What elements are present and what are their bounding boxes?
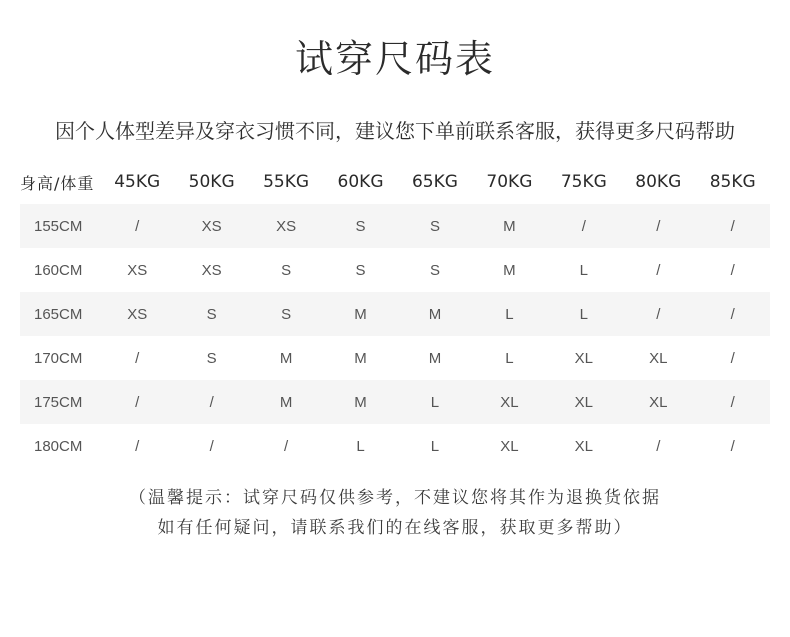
size-cell: S bbox=[429, 261, 440, 279]
weight-header: 75KG bbox=[560, 172, 607, 192]
weight-header: 45KG bbox=[114, 172, 161, 192]
table-header-row bbox=[20, 160, 770, 204]
size-cell: S bbox=[281, 261, 292, 279]
size-cell: / bbox=[730, 261, 735, 279]
size-cell: M bbox=[354, 305, 367, 323]
weight-header: 55KG bbox=[263, 172, 310, 192]
tip-note-line-2: 如有任何疑问，请联系我们的在线客服，获取更多帮助） bbox=[157, 518, 633, 538]
size-cell: M bbox=[503, 217, 516, 235]
size-cell: S bbox=[206, 349, 217, 367]
size-cell: / bbox=[209, 437, 214, 455]
table-row bbox=[20, 380, 770, 424]
size-cell: / bbox=[284, 437, 289, 455]
size-cell: S bbox=[281, 305, 292, 323]
size-cell: / bbox=[656, 261, 661, 279]
size-cell: S bbox=[355, 261, 366, 279]
table-row bbox=[20, 204, 770, 248]
size-cell: XS bbox=[276, 217, 297, 235]
size-cell: / bbox=[135, 437, 140, 455]
size-cell: XL bbox=[649, 393, 668, 411]
size-cell: / bbox=[730, 349, 735, 367]
size-cell: L bbox=[356, 437, 365, 455]
height-label: 160CM bbox=[34, 261, 83, 279]
size-cell: XS bbox=[201, 261, 222, 279]
tip-note-line-1: （温馨提示：试穿尺码仅供参考，不建议您将其作为退换货依据 bbox=[129, 488, 661, 508]
table-row bbox=[20, 424, 770, 468]
page-title: 试穿尺码表 bbox=[294, 37, 495, 81]
size-cell: M bbox=[428, 305, 442, 323]
size-cell: L bbox=[430, 437, 440, 455]
size-cell: / bbox=[656, 217, 661, 235]
size-cell: / bbox=[730, 437, 735, 455]
size-cell: XL bbox=[574, 349, 594, 367]
table-row bbox=[20, 336, 770, 380]
size-cell: / bbox=[730, 305, 735, 323]
size-cell: / bbox=[730, 217, 735, 235]
size-cell: L bbox=[579, 305, 589, 323]
height-label: 170CM bbox=[34, 349, 83, 367]
height-label: 175CM bbox=[34, 393, 83, 411]
weight-header: 65KG bbox=[411, 172, 458, 192]
size-cell: L bbox=[505, 305, 514, 323]
size-cell: XS bbox=[201, 217, 222, 235]
size-cell: / bbox=[135, 393, 140, 411]
weight-header: 80KG bbox=[635, 172, 682, 192]
size-cell: XS bbox=[127, 261, 148, 279]
size-cell: / bbox=[581, 217, 586, 235]
size-cell: / bbox=[135, 217, 140, 235]
table-row bbox=[20, 292, 770, 336]
height-label: 155CM bbox=[34, 217, 83, 235]
weight-header: 70KG bbox=[486, 172, 533, 192]
size-cell: M bbox=[354, 349, 367, 367]
height-label: 180CM bbox=[34, 437, 83, 455]
size-cell: M bbox=[279, 393, 293, 411]
size-cell: M bbox=[279, 349, 293, 367]
size-cell: XS bbox=[127, 305, 148, 323]
page-subtitle: 因个人体型差异及穿衣习惯不同，建议您下单前联系客服，获得更多尺码帮助 bbox=[55, 119, 735, 143]
size-cell: / bbox=[656, 305, 661, 323]
size-cell: / bbox=[730, 393, 735, 411]
size-cell: M bbox=[503, 261, 516, 279]
table-row bbox=[20, 248, 770, 292]
size-cell: / bbox=[656, 437, 661, 455]
weight-header: 85KG bbox=[709, 172, 756, 192]
size-cell: L bbox=[430, 393, 440, 411]
size-cell: M bbox=[428, 349, 442, 367]
weight-header: 60KG bbox=[337, 172, 384, 192]
size-cell: S bbox=[206, 305, 217, 323]
corner-header: 身高/体重 bbox=[20, 173, 95, 193]
size-chart-table bbox=[20, 160, 770, 468]
size-cell: XL bbox=[649, 349, 668, 367]
size-cell: XL bbox=[500, 437, 519, 455]
size-cell: M bbox=[354, 393, 367, 411]
height-label: 165CM bbox=[34, 305, 83, 323]
size-cell: / bbox=[209, 393, 214, 411]
size-cell: L bbox=[505, 349, 514, 367]
size-cell: S bbox=[355, 217, 366, 235]
weight-header: 50KG bbox=[188, 172, 235, 192]
size-cell: XL bbox=[574, 437, 594, 455]
size-cell: XL bbox=[500, 393, 519, 411]
size-cell: XL bbox=[574, 393, 594, 411]
size-cell: / bbox=[135, 349, 140, 367]
size-cell: S bbox=[429, 217, 440, 235]
size-cell: L bbox=[579, 261, 589, 279]
